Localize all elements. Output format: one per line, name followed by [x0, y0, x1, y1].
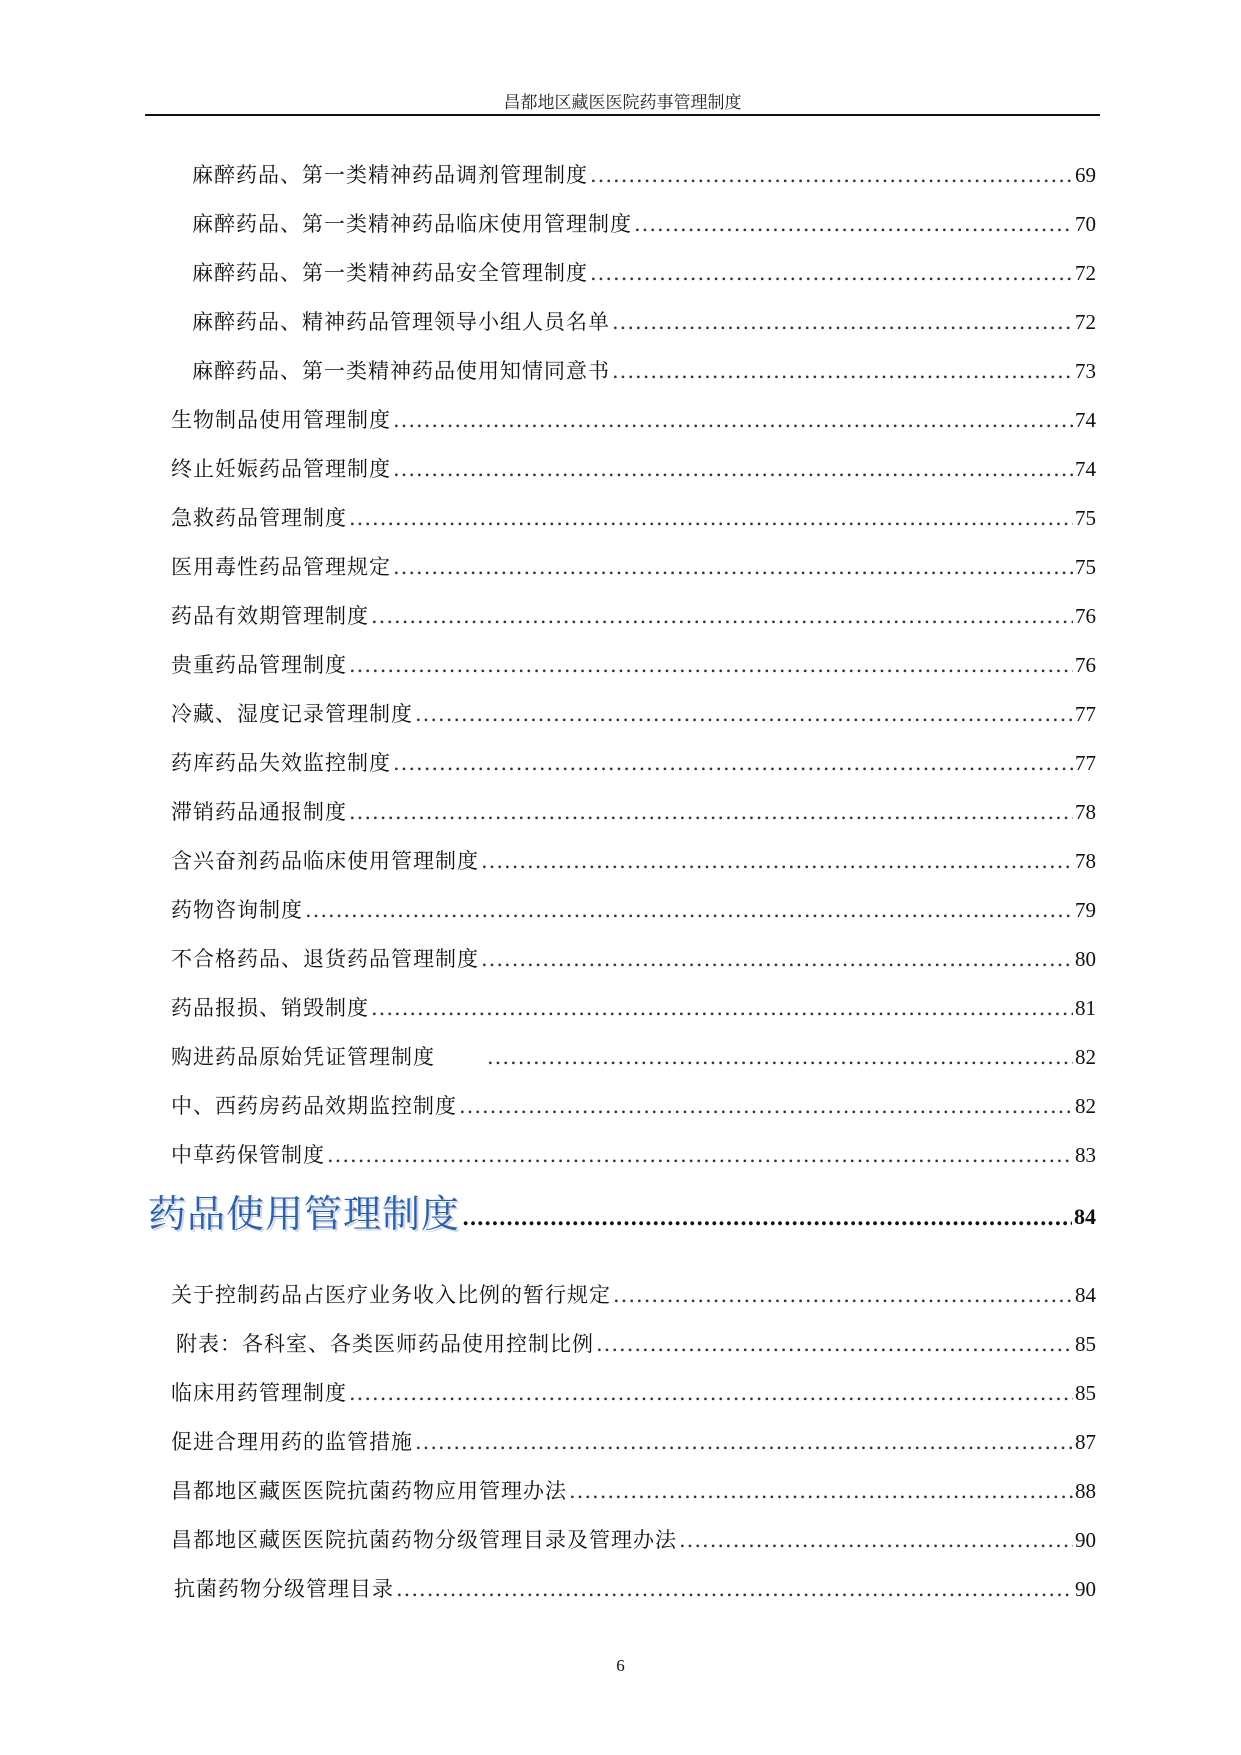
- toc-entry-page: 70: [1075, 212, 1096, 236]
- toc-entry-title: 药品报损、销毁制度: [171, 996, 369, 1020]
- dot-leader: [393, 552, 1073, 582]
- toc-entry[interactable]: [171, 1427, 1096, 1457]
- toc-entry-title: 麻醉药品、第一类精神药品使用知情同意书: [192, 359, 610, 383]
- toc-entry-page: 84: [1075, 1283, 1096, 1307]
- toc-entry-title: 临床用药管理制度: [171, 1381, 347, 1405]
- toc-entry-title: 关于控制药品占医疗业务收入比例的暂行规定: [171, 1283, 611, 1307]
- dot-leader: [569, 1476, 1073, 1506]
- toc-entry-page: 83: [1075, 1143, 1096, 1167]
- toc-entry-page: 80: [1075, 947, 1096, 971]
- dot-leader: [415, 699, 1073, 729]
- dot-leader: [612, 356, 1073, 386]
- toc-entry-page: 85: [1075, 1332, 1096, 1356]
- toc-entry-title: 含兴奋剂药品临床使用管理制度: [171, 849, 479, 873]
- toc-entry[interactable]: [171, 797, 1096, 827]
- dot-leader: [371, 601, 1073, 631]
- dot-leader: [481, 944, 1073, 974]
- dot-leader: [415, 1427, 1073, 1457]
- section-page: 84: [1074, 1204, 1096, 1229]
- toc-entry-page: 69: [1075, 163, 1096, 187]
- toc-entry-title: 购进药品原始凭证管理制度: [171, 1045, 435, 1069]
- toc-entry-page: 74: [1075, 408, 1096, 432]
- toc-entry[interactable]: [171, 503, 1096, 533]
- dot-leader: [679, 1525, 1073, 1555]
- toc-entry-title: 贵重药品管理制度: [171, 653, 347, 677]
- toc-entry-title: 药物咨询制度: [171, 898, 303, 922]
- toc-entry[interactable]: [171, 1476, 1096, 1506]
- dot-leader: [481, 846, 1073, 876]
- toc-section-heading[interactable]: [148, 1192, 1096, 1236]
- toc-entry-page: 82: [1075, 1045, 1096, 1069]
- toc-entry[interactable]: [171, 1140, 1096, 1170]
- dot-leader: [305, 895, 1073, 925]
- toc-entry-title: 急救药品管理制度: [171, 506, 347, 530]
- page-number: 6: [616, 1656, 625, 1675]
- toc-entry-title: 抗菌药物分级管理目录: [174, 1577, 394, 1601]
- toc-entry-page: 81: [1075, 996, 1096, 1020]
- toc-entry[interactable]: [171, 846, 1096, 876]
- toc-entry-title: 附表：各科室、各类医师药品使用控制比例: [176, 1332, 594, 1356]
- toc-entry-title: 生物制品使用管理制度: [171, 408, 391, 432]
- toc-entry-page: 75: [1075, 506, 1096, 530]
- toc-entry[interactable]: [171, 1280, 1096, 1310]
- toc-entry-title: 终止妊娠药品管理制度: [171, 457, 391, 481]
- dot-leader: [613, 1280, 1073, 1310]
- dot-leader: [590, 160, 1073, 190]
- toc-entry-page: 76: [1075, 604, 1096, 628]
- dot-leader: [487, 1042, 1073, 1072]
- toc-entry[interactable]: [192, 209, 1096, 239]
- toc-entry-title: 麻醉药品、精神药品管理领导小组人员名单: [192, 310, 610, 334]
- toc-entry[interactable]: [171, 699, 1096, 729]
- toc-entry-page: 78: [1075, 800, 1096, 824]
- dot-leader: [590, 258, 1073, 288]
- toc-entry-page: 77: [1075, 751, 1096, 775]
- dot-leader: [596, 1329, 1073, 1359]
- toc-entry[interactable]: [176, 1329, 1096, 1359]
- toc-entry-title: 药品有效期管理制度: [171, 604, 369, 628]
- toc-entry-page: 78: [1075, 849, 1096, 873]
- dot-leader: [612, 307, 1073, 337]
- toc-entry[interactable]: [171, 944, 1096, 974]
- dot-leader: [396, 1574, 1073, 1604]
- toc-entry-page: 88: [1075, 1479, 1096, 1503]
- toc-entry[interactable]: [171, 454, 1096, 484]
- toc-entry-page: 90: [1075, 1577, 1096, 1601]
- toc-entry-title: 麻醉药品、第一类精神药品临床使用管理制度: [192, 212, 632, 236]
- dot-leader: [349, 503, 1073, 533]
- toc-entry-title: 不合格药品、退货药品管理制度: [171, 947, 479, 971]
- toc-entry-title: 昌都地区藏医医院抗菌药物应用管理办法: [171, 1479, 567, 1503]
- toc-entry[interactable]: [192, 307, 1096, 337]
- toc-entry[interactable]: [171, 993, 1096, 1023]
- toc-entry[interactable]: [171, 552, 1096, 582]
- toc-entry[interactable]: [171, 601, 1096, 631]
- toc-entry[interactable]: [174, 1574, 1096, 1604]
- dot-leader: [393, 405, 1073, 435]
- toc-entry[interactable]: [192, 160, 1096, 190]
- toc-entry[interactable]: [171, 1091, 1096, 1121]
- toc-entry[interactable]: [192, 356, 1096, 386]
- toc-entry-page: 75: [1075, 555, 1096, 579]
- toc-entry-title: 医用毒性药品管理规定: [171, 555, 391, 579]
- toc-entry-page: 76: [1075, 653, 1096, 677]
- dot-leader: [393, 454, 1073, 484]
- toc-entry-title: 冷藏、湿度记录管理制度: [171, 702, 413, 726]
- toc-entry[interactable]: [171, 748, 1096, 778]
- toc-entry-page: 79: [1075, 898, 1096, 922]
- toc-entry-page: 72: [1075, 261, 1096, 285]
- toc-entry-page: 74: [1075, 457, 1096, 481]
- toc-entry[interactable]: [171, 1042, 1096, 1072]
- toc-entry-title: 中、西药房药品效期监控制度: [171, 1094, 457, 1118]
- dot-leader: [349, 650, 1073, 680]
- toc-entry[interactable]: [192, 258, 1096, 288]
- running-header: 昌都地区藏医医院药事管理制度: [503, 93, 742, 113]
- toc-entry-page: 85: [1075, 1381, 1096, 1405]
- toc-entry-title: 滞销药品通报制度: [171, 800, 347, 824]
- toc-entry[interactable]: [171, 1378, 1096, 1408]
- dot-leader: [327, 1140, 1073, 1170]
- toc-entry-title: 昌都地区藏医医院抗菌药物分级管理目录及管理办法: [171, 1528, 677, 1552]
- toc-entry[interactable]: [171, 650, 1096, 680]
- toc-entry-title: 中草药保管制度: [171, 1143, 325, 1167]
- toc-entry-page: 87: [1075, 1430, 1096, 1454]
- toc-entry-title: 麻醉药品、第一类精神药品调剂管理制度: [192, 163, 588, 187]
- section-title: 药品使用管理制度: [148, 1192, 461, 1236]
- toc-entry-page: 77: [1075, 702, 1096, 726]
- toc-entry[interactable]: [171, 895, 1096, 925]
- toc-entry-page: 73: [1075, 359, 1096, 383]
- dot-leader: [349, 797, 1073, 827]
- dot-leader: [459, 1091, 1073, 1121]
- toc-entry[interactable]: [171, 1525, 1096, 1555]
- dot-leader: [393, 748, 1073, 778]
- toc-entry[interactable]: [171, 405, 1096, 435]
- dot-leader: [371, 993, 1073, 1023]
- toc-entry-page: 72: [1075, 310, 1096, 334]
- toc-entry-title: 促进合理用药的监管措施: [171, 1430, 413, 1454]
- toc-entry-title: 药库药品失效监控制度: [171, 751, 391, 775]
- dot-leader: [634, 209, 1073, 239]
- toc-entry-page: 90: [1075, 1528, 1096, 1552]
- toc-entry-title: 麻醉药品、第一类精神药品安全管理制度: [192, 261, 588, 285]
- dot-leader: [349, 1378, 1073, 1408]
- dot-leader: [462, 1205, 1072, 1230]
- toc-entry-page: 82: [1075, 1094, 1096, 1118]
